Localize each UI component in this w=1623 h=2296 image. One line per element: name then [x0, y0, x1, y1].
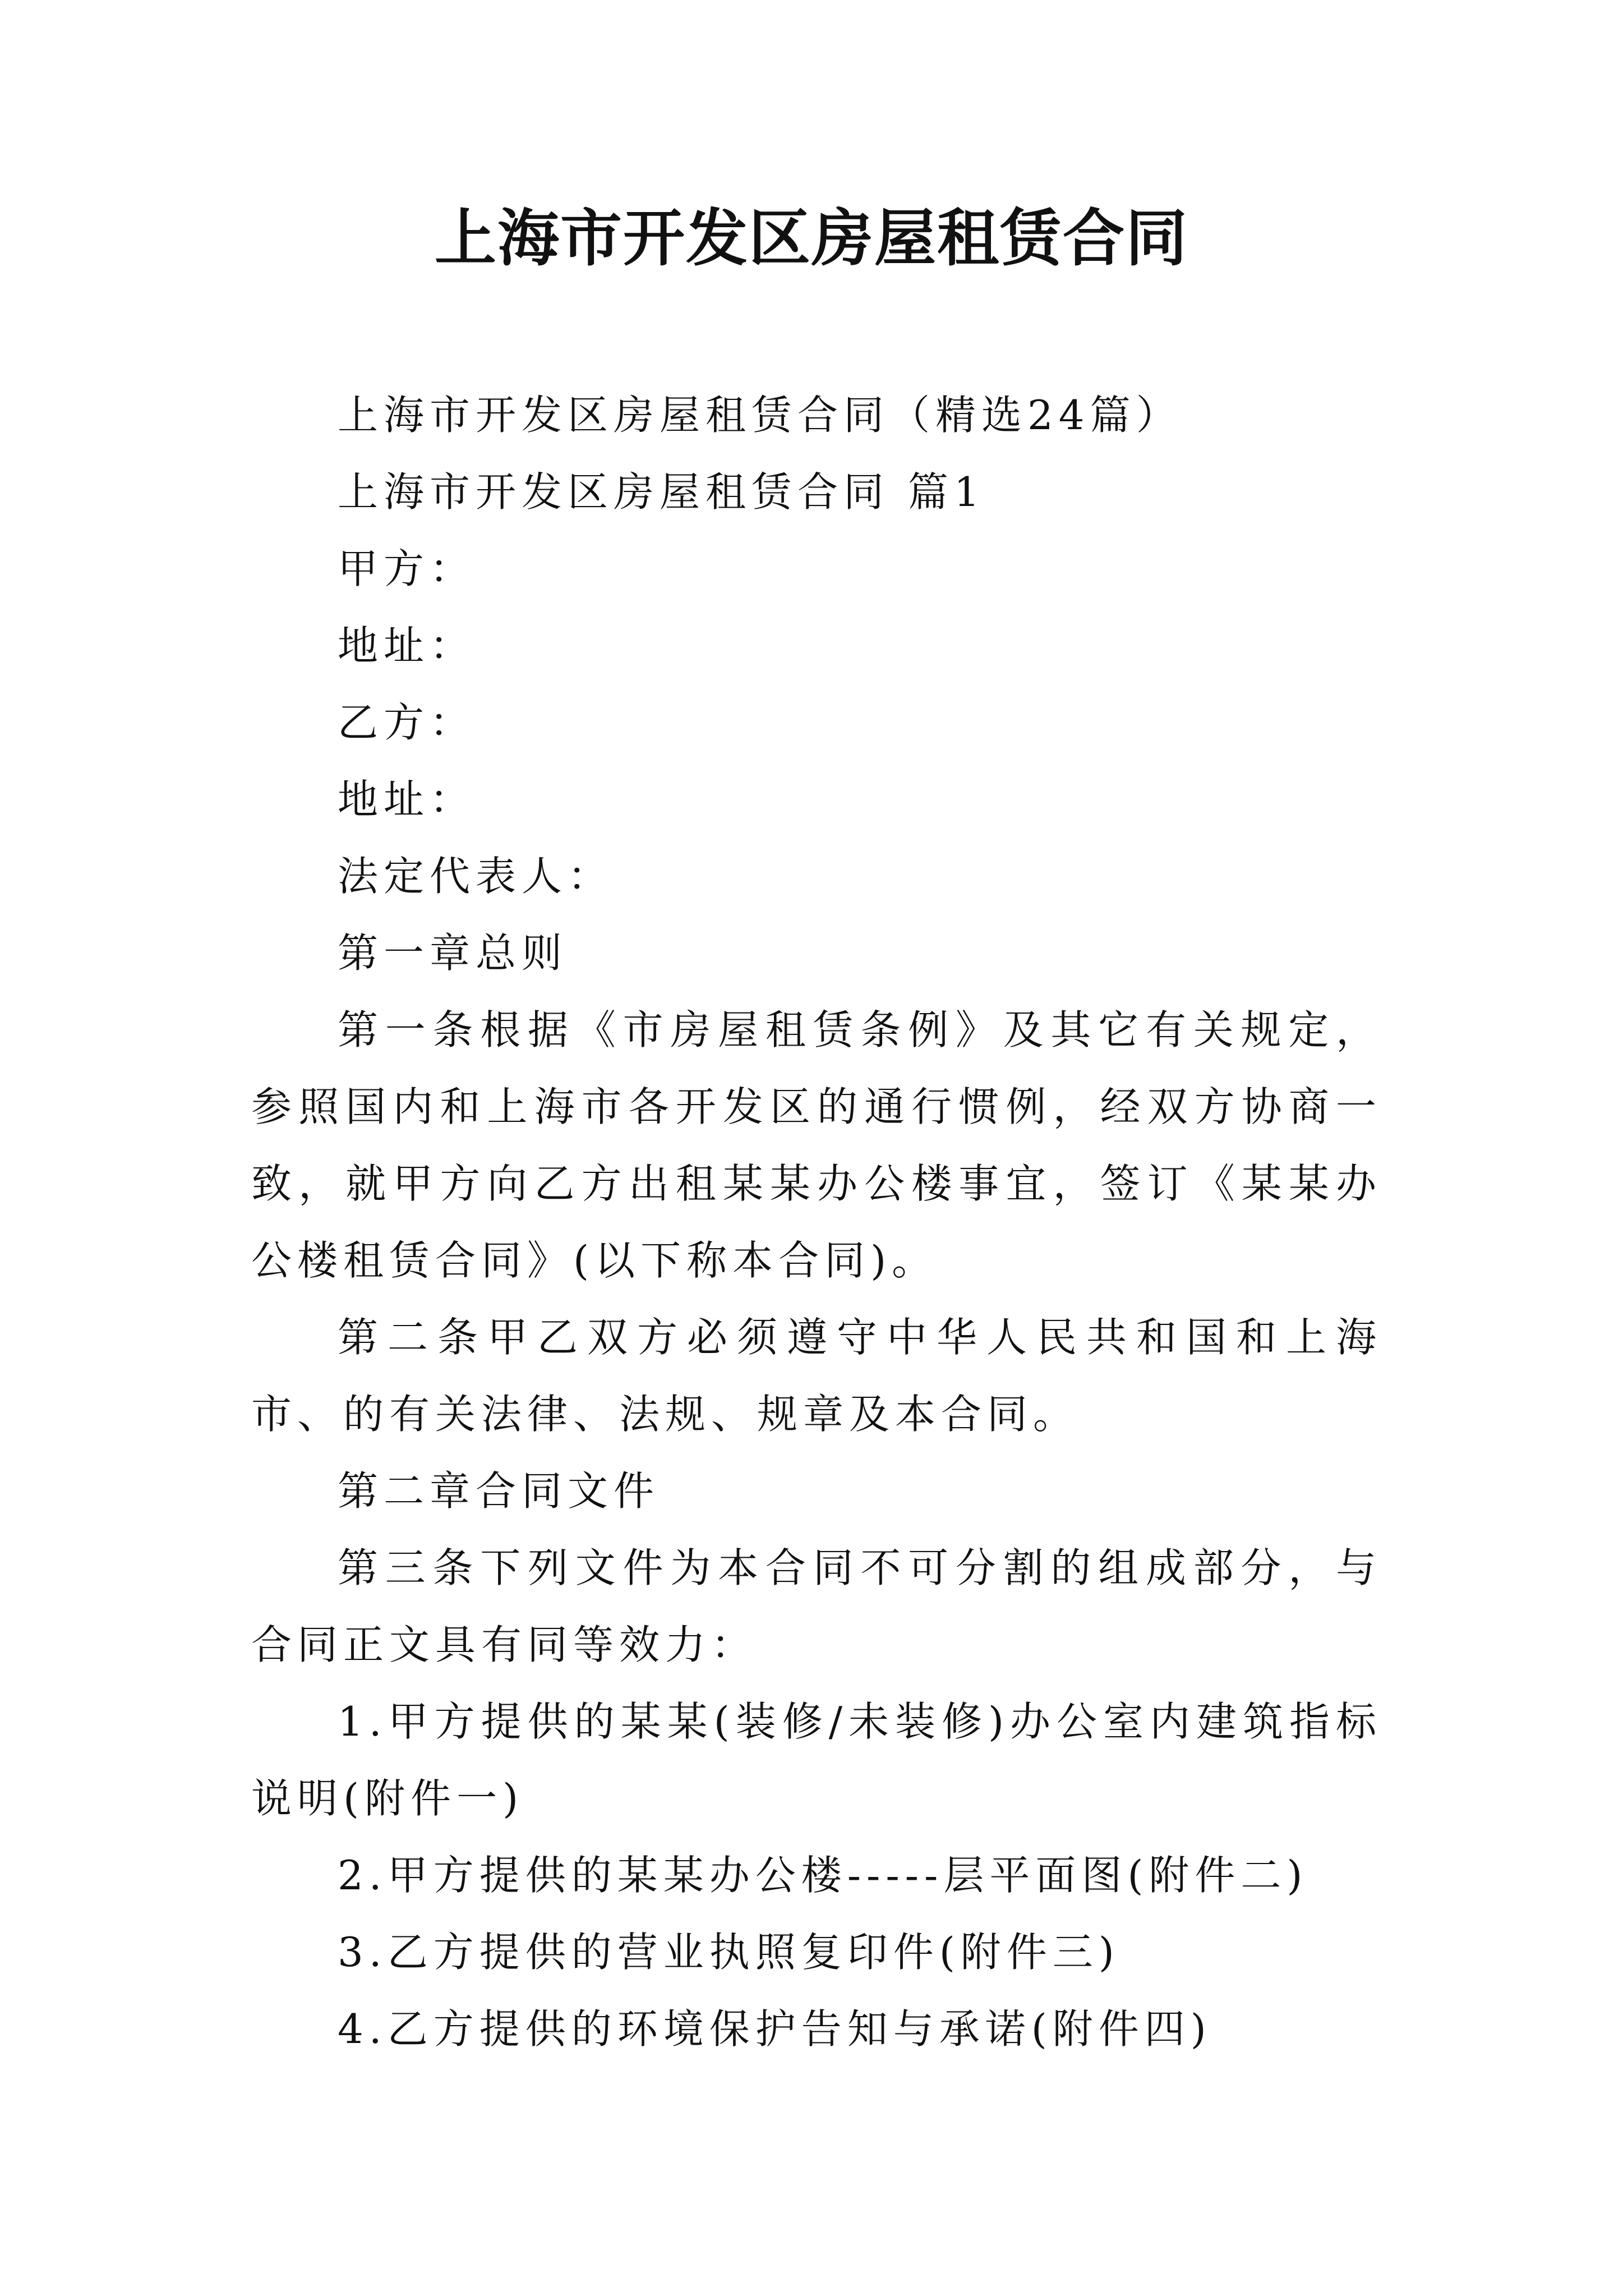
list-item: 4.乙方提供的环境保护告知与承诺(附件四) — [338, 2005, 1212, 2053]
article-1-paragraph: 第一条根据《市房屋租赁条例》及其它有关规定，参照国内和上海市各开发区的通行惯例，经双方协商一致，就甲方向乙方出租某某办公楼事宜，签订《某某办公楼租赁合同》(以下称本合同)。 — [251, 1006, 1382, 1284]
list-item: 1.甲方提供的某某(装修/未装修)办公室内建筑指标说明(附件一) — [251, 1698, 1382, 1822]
list-item: 3.乙方提供的营业执照复印件(附件三) — [338, 1929, 1120, 1976]
chapter-1-heading: 第一章总则 — [338, 930, 568, 977]
party-a-address-label: 地址： — [338, 622, 476, 669]
section-heading: 上海市开发区房屋租赁合同 篇1 — [338, 468, 985, 516]
article-3-paragraph: 第三条下列文件为本合同不可分割的组成部分，与合同正文具有同等效力： — [251, 1544, 1382, 1668]
list-item: 2.甲方提供的某某办公楼-----层平面图(附件二) — [338, 1852, 1308, 1899]
subtitle-paragraph: 上海市开发区房屋租赁合同（精选24篇） — [338, 392, 1182, 439]
party-b-label: 乙方： — [338, 699, 476, 746]
document-body — [251, 377, 1382, 2068]
legal-representative-label: 法定代表人： — [338, 853, 614, 900]
chapter-2-heading: 第二章合同文件 — [338, 1467, 660, 1515]
article-2-paragraph: 第二条甲乙双方必须遵守中华人民共和国和上海市、的有关法律、法规、规章及本合同。 — [251, 1314, 1382, 1438]
document-title: 上海市开发区房屋租赁合同 — [435, 202, 1188, 274]
party-b-address-label: 地址： — [338, 776, 476, 823]
party-a-label: 甲方： — [338, 545, 476, 592]
